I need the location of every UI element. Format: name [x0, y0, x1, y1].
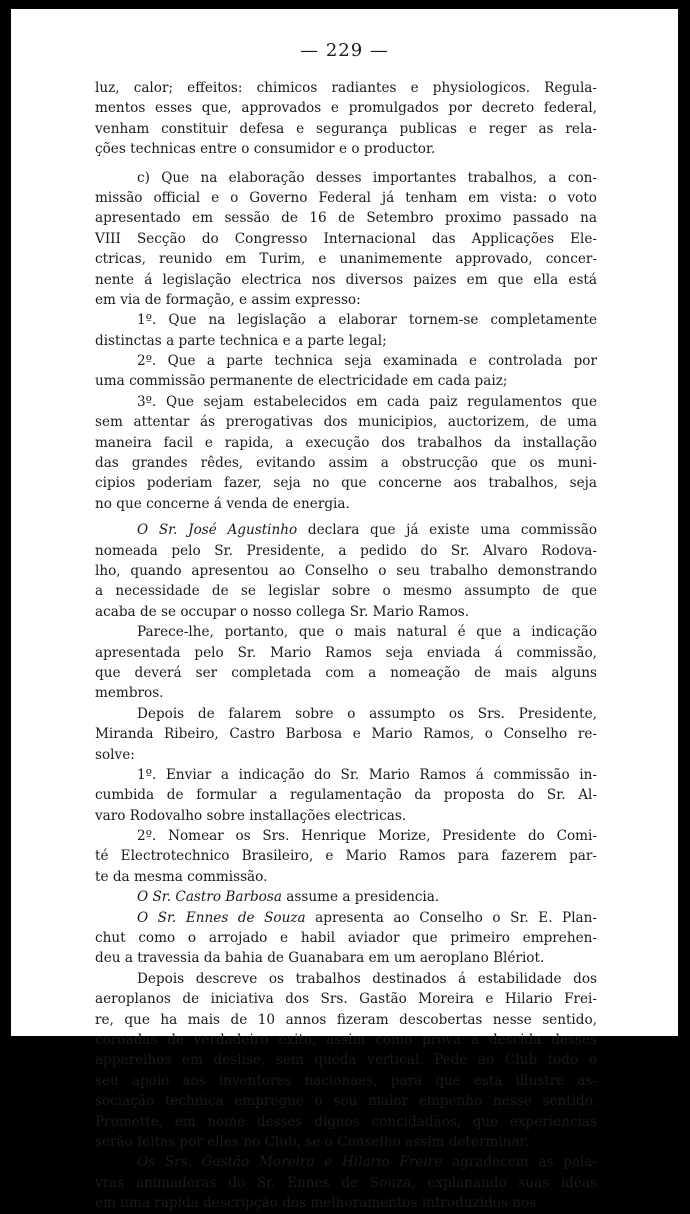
line-text: venham constituir defesa e segurança publicas e reger as rela-	[95, 120, 597, 137]
text-line	[95, 1050, 597, 1070]
line-text: que deverá ser completada com a nomeação de mais alguns	[95, 664, 597, 681]
text-line	[95, 208, 597, 228]
page-number: — 229 —	[300, 40, 389, 61]
text-line	[95, 663, 597, 683]
line-text: em uma rapida descripção dos melhoramentos introduzidos nos	[95, 1195, 537, 1212]
text-line	[95, 1030, 597, 1050]
text-line	[95, 78, 597, 98]
text-line	[95, 188, 597, 208]
line-text: apresenta ao Conselho o Sr. E. Plan-	[305, 909, 598, 926]
line-text: 2º. Que a parte technica seja examinada e controlada por	[137, 353, 597, 370]
text-line	[95, 249, 597, 269]
text-line	[95, 867, 597, 887]
line-text: vras animadoras do Sr. Ennes de Souza, explanando suas idéas	[95, 1174, 597, 1191]
line-text: luz, calor; effeitos: chimicos radiantes e physiologicos. Regula-	[95, 80, 597, 96]
text-line	[95, 433, 597, 453]
text-line	[95, 1193, 597, 1213]
line-text: apresentado em sessão de 16 de Setembro proximo passado na	[95, 210, 597, 227]
line-text: Depois de falarem sobre o assumpto os Srs. Presidente,	[137, 705, 597, 722]
line-text: Depois descreve os trabalhos destinados á estabilidade dos	[137, 970, 597, 987]
line-text: re, que ha mais de 10 annos fizeram descobertas nesse sentido,	[95, 1011, 597, 1028]
line-text: Miranda Ribeiro, Castro Barbosa e Mario Ramos, o Conselho re-	[95, 726, 597, 743]
text-line	[95, 331, 597, 351]
line-text: das grandes rêdes, evitando assim a obstrucção que os muni-	[95, 455, 597, 472]
text-line	[95, 371, 597, 391]
text-line	[95, 168, 597, 188]
line-text: assume a presidencia.	[281, 889, 440, 906]
line-text: varo Rodovalho sobre installações electricas.	[95, 807, 407, 824]
text-line	[95, 270, 597, 290]
text-line	[95, 561, 597, 581]
line-text: seu apoio aos inventores nacionaes, para que esta illustre as-	[95, 1072, 597, 1089]
text-line	[95, 704, 597, 724]
text-line	[95, 1112, 597, 1132]
line-text: solve:	[95, 746, 135, 763]
line-text: apparelhos em deslise, sem quéda vertical. Pede ao Club todo o	[95, 1052, 597, 1069]
text-line	[95, 1071, 597, 1091]
text-line	[95, 1010, 597, 1030]
line-text: em via de formação, e assim expresso:	[95, 291, 361, 308]
line-text: lho, quando apresentou ao Conselho o seu trabalho demonstrando	[95, 562, 597, 579]
text-line	[95, 622, 597, 642]
line-text: coroadas de verdadeiro exito, assim como prova a descida desses	[95, 1031, 597, 1048]
text-line	[95, 581, 597, 601]
text-line	[95, 541, 597, 561]
line-text: 2º. Nomear os Srs. Henrique Morize, Presidente do Comi-	[137, 828, 597, 845]
text-line	[95, 98, 597, 118]
line-text: apresentada pelo Sr. Mario Ramos seja enviada á commissão,	[95, 644, 597, 661]
line-text: c) Que na elaboração desses importantes trabalhos, a con-	[137, 169, 597, 186]
line-text: ctricas, reunido em Turim, e unanimemente approvado, concer-	[95, 251, 597, 268]
text-line	[95, 1173, 597, 1193]
text-line	[95, 785, 597, 805]
text-line	[95, 520, 597, 540]
text-line	[95, 948, 597, 968]
line-text: nomeada pelo Sr. Presidente, a pedido do Sr. Alvaro Rodova-	[95, 542, 597, 559]
line-text: 1º. Enviar a indicação do Sr. Mario Ramos á commissão in-	[137, 766, 597, 783]
speaker-name: O Sr. Castro Barbosa	[137, 889, 282, 906]
text-line	[95, 229, 597, 249]
text-line	[95, 724, 597, 744]
line-text: declara que já existe uma commissão	[297, 522, 598, 539]
text-line	[95, 602, 597, 622]
line-text: sociação technica empregue o seu maior empenho nesse sentido.	[95, 1093, 597, 1110]
text-line	[95, 806, 597, 826]
line-text: aeroplanos de iniciativa dos Srs. Gastão Moreira e Hilario Frei-	[95, 991, 597, 1008]
line-text: nente á legislação electrica nos diversos paizes em que ella está	[95, 271, 597, 288]
text-line	[95, 989, 597, 1009]
text-line	[95, 643, 597, 663]
line-text: missão official e o Governo Federal já tenham em vista: o voto	[95, 189, 597, 206]
line-text: distinctas a parte technica e a parte legal;	[95, 332, 387, 349]
line-text: ções technicas entre o consumidor e o productor.	[95, 141, 436, 158]
text-line	[95, 887, 597, 907]
text-line	[95, 1152, 597, 1172]
text-line	[95, 745, 597, 765]
text-line	[95, 846, 597, 866]
text-line	[95, 351, 597, 371]
text-line	[95, 290, 597, 310]
line-text: mentos esses que, approvados e promulgados por decreto federal,	[95, 100, 597, 117]
speaker-name: O Sr. José Agustinho	[137, 522, 298, 539]
text-line	[95, 310, 597, 330]
text-line	[95, 908, 597, 928]
line-text: 1º. Que na legislação a elaborar tornem-se completamente	[137, 312, 597, 329]
text-line	[95, 1132, 597, 1152]
text-line	[95, 1091, 597, 1111]
line-text: no que concerne á venda de energia.	[95, 495, 350, 512]
text-line	[95, 494, 597, 514]
line-text: acaba de se occupar o nosso collega Sr. Mario Ramos.	[95, 603, 470, 620]
line-text: té Electrotechnico Brasileiro, e Mario Ramos para fazerem par-	[95, 848, 597, 865]
text-line	[95, 139, 597, 159]
line-text: te da mesma commissão.	[95, 868, 268, 885]
text-line	[95, 392, 597, 412]
text-line	[95, 473, 597, 493]
line-text: agradecem as pala-	[442, 1154, 597, 1171]
text-line	[95, 969, 597, 989]
line-text: a necessidade de se legislar sobre o mesmo assumpto de que	[95, 583, 597, 600]
speaker-name: Os Srs. Gastão Moreira e Hilario Freire	[137, 1154, 443, 1171]
text-line	[95, 683, 597, 703]
speaker-name: O Sr. Ennes de Souza	[137, 909, 306, 926]
line-text: cipios poderiam fazer, seja no que concerne aos trabalhos, seja	[95, 475, 597, 492]
scanned-page	[11, 9, 678, 1212]
line-text: deu a travessia da bahia de Guanabara em um aeroplano Blériot.	[95, 950, 545, 967]
line-text: sem attentar ás prerogativas dos municipios, auctorizem, de uma	[95, 414, 597, 431]
line-text: serão feitas por elles no Club, se o Conselho assim determinar.	[95, 1133, 529, 1150]
text-line	[95, 119, 597, 139]
line-text: chut como o arrojado e habil aviador que primeiro emprehen-	[95, 930, 597, 947]
body-text	[95, 78, 597, 1213]
line-text: VIII Secção do Congresso Internacional das Applicações Ele-	[95, 230, 597, 247]
line-text: Promette, em nome desses dignos concidadãos, que experiencias	[95, 1113, 597, 1130]
text-line	[95, 412, 597, 432]
line-text: uma commissão permanente de electricidade em cada paiz;	[95, 373, 508, 390]
line-text: maneira facil e rapida, a execução dos trabalhos da installação	[95, 434, 597, 451]
text-line	[95, 765, 597, 785]
line-text: membros.	[95, 685, 164, 702]
line-text: 3º. Que sejam estabelecidos em cada paiz regulamentos que	[137, 393, 597, 410]
text-line	[95, 453, 597, 473]
text-line	[95, 826, 597, 846]
text-line	[95, 928, 597, 948]
line-text: Parece-lhe, portanto, que o mais natural é que a indicação	[137, 624, 597, 641]
line-text: cumbida de formular a regulamentação da proposta do Sr. Al-	[95, 787, 597, 804]
